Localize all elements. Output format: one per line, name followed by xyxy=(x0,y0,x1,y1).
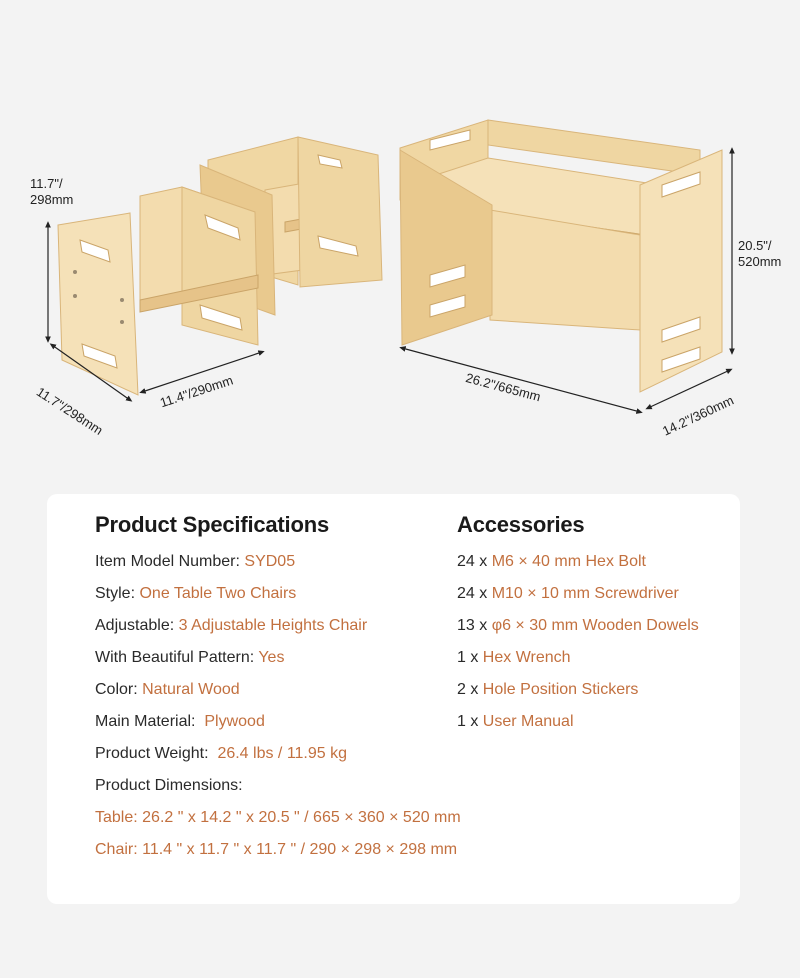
accessory-name: Hole Position Stickers xyxy=(482,681,639,698)
chair-height-in: 11.7"/ xyxy=(30,176,63,191)
accessory-name: M6 × 40 mm Hex Bolt xyxy=(491,553,646,570)
accessory-name: φ6 × 30 mm Wooden Dowels xyxy=(491,617,699,634)
accessory-row xyxy=(457,706,699,738)
accessory-qty: 2 x xyxy=(457,681,483,698)
spec-value: One Table Two Chairs xyxy=(139,585,297,602)
accessories-list xyxy=(457,546,699,738)
accessory-qty: 24 x xyxy=(457,585,492,602)
spec-value: 26.4 lbs / 11.95 kg xyxy=(217,745,348,762)
specifications-column xyxy=(95,512,461,866)
accessories-title: Accessories xyxy=(457,512,585,537)
spec-row xyxy=(95,770,461,802)
spec-row xyxy=(95,578,461,610)
accessory-row xyxy=(457,610,699,642)
accessory-row xyxy=(457,546,699,578)
spec-row xyxy=(95,674,461,706)
accessory-qty: 24 x xyxy=(457,553,492,570)
spec-value: 3 Adjustable Heights Chair xyxy=(178,617,368,634)
chair-dimensions: Chair: 11.4 " x 11.7 " x 11.7 " / 290 × 298 × 298 mm xyxy=(95,841,458,858)
spec-card xyxy=(47,494,740,904)
spec-label: Product Weight: xyxy=(95,745,218,762)
table-width-label: 26.2"/665mm xyxy=(464,370,543,405)
spec-row xyxy=(95,706,461,738)
spec-value: Plywood xyxy=(204,713,265,730)
table-height-in: 20.5"/ xyxy=(738,238,772,253)
spec-row xyxy=(95,546,461,578)
accessory-row xyxy=(457,578,699,610)
accessory-qty: 13 x xyxy=(457,617,492,634)
chair-width-label: 11.4"/290mm xyxy=(158,372,235,411)
accessory-name: M10 × 10 mm Screwdriver xyxy=(491,585,679,602)
spec-value: Yes xyxy=(258,649,285,666)
spec-label: With Beautiful Pattern: xyxy=(95,649,259,666)
specifications-title: Product Specifications xyxy=(95,512,329,537)
spec-row xyxy=(95,610,461,642)
table-height-label xyxy=(738,238,781,270)
accessory-row xyxy=(457,642,699,674)
spec-list xyxy=(95,546,461,802)
spec-row xyxy=(95,738,461,770)
spec-row xyxy=(95,642,461,674)
accessory-name: Hex Wrench xyxy=(482,649,571,666)
chair-height-label xyxy=(30,176,73,208)
accessory-name: User Manual xyxy=(482,713,574,730)
accessory-qty: 1 x xyxy=(457,713,483,730)
spec-label: Product Dimensions: xyxy=(95,777,243,794)
table-illustration xyxy=(400,120,722,392)
spec-label: Item Model Number: xyxy=(95,553,245,570)
spec-label: Style: xyxy=(95,585,140,602)
table-depth-label: 14.2"/360mm xyxy=(660,392,737,439)
spec-value: Natural Wood xyxy=(142,681,240,698)
accessories-column xyxy=(457,512,699,738)
table-dimensions: Table: 26.2 " x 14.2 " x 20.5 " / 665 × 360 × 520 mm xyxy=(95,809,461,826)
accessory-row xyxy=(457,674,699,706)
spec-label: Color: xyxy=(95,681,143,698)
product-illustration xyxy=(0,0,800,470)
spec-value: SYD05 xyxy=(244,553,296,570)
chair-height-mm: 298mm xyxy=(30,192,74,207)
chair-depth-label: 11.7"/298mm xyxy=(33,384,106,438)
spec-label: Adjustable: xyxy=(95,617,179,634)
accessory-qty: 1 x xyxy=(457,649,483,666)
spec-label: Main Material: xyxy=(95,713,205,730)
table-height-mm: 520mm xyxy=(738,254,782,269)
